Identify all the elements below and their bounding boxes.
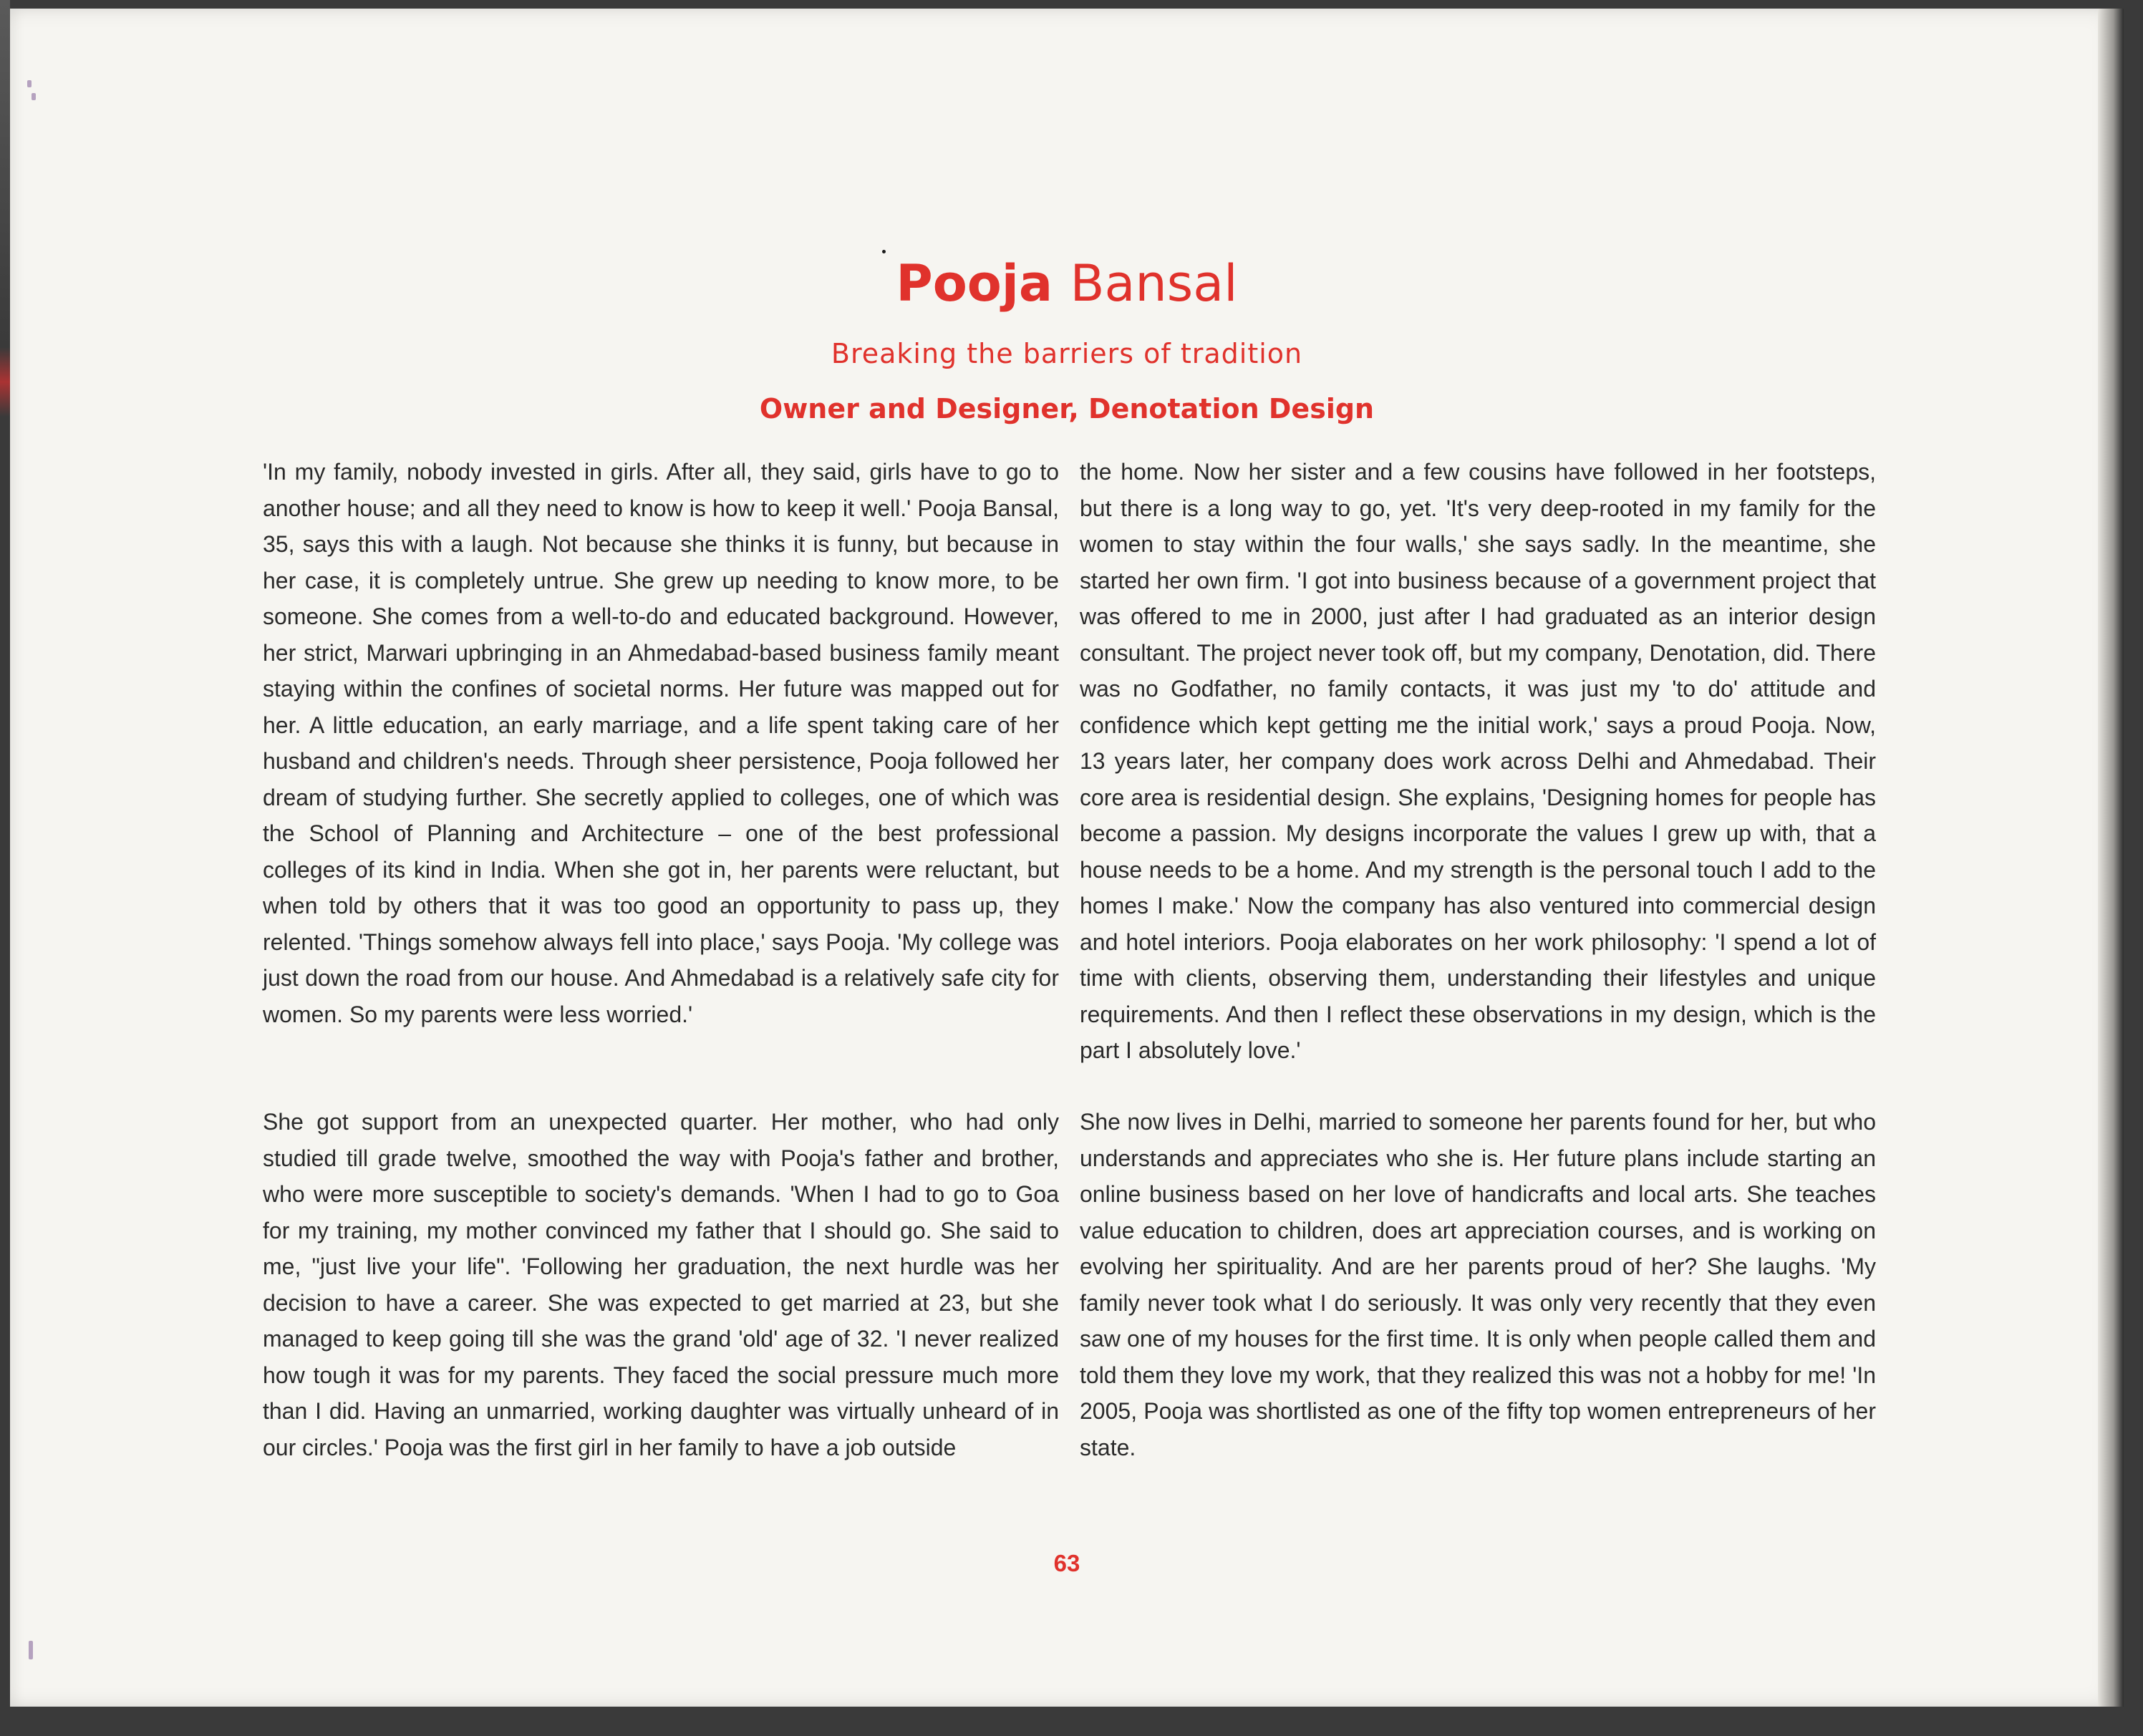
page-spine-shadow bbox=[2098, 9, 2124, 1707]
article-title bbox=[10, 253, 2124, 314]
body-paragraph: She now lives in Delhi, married to someone her parents found for her, but who understands and appreciates who she is. Her future plans include starting an online business based on her love of handicrafts and local arts. She teaches value education to children, does art appreciation courses, and is working on evolving her spirituality. And are her parents proud of her? She laughs. 'My family never took what I do seriously. It was only very recently that they even saw one of my houses for the first time. It is only when people called them and told them they love my work, that they realized this was not a hobby for me! 'In 2005, Pooja was shortlisted as one of the fifty top women entrepreneurs of her state. bbox=[1080, 1109, 1876, 1460]
body-paragraph: She got support from an unexpected quarter. Her mother, who had only studied till grade twelve, smoothed the way with Pooja's father and brother, who were more susceptible to society's demands. 'When I had to go to Goa for my training, my mother convinced my father that I should go. She said to me, "just live your life". 'Following her graduation, the next hurdle was her decision to have a career. She was expected to get married at 23, but she managed to keep going till she was the grand 'old' age of 32. 'I never realized how tough it was for my parents. They faced the social pressure much more than I did. Having an unmarried, working daughter was virtually unheard of in our circles.' Pooja was the first girl in her family to have a job outside bbox=[263, 1109, 1059, 1460]
body-paragraph: 'In my family, nobody invested in girls. After all, they said, girls have to go to another house; and all they need to know is how to keep it well.' Pooja Bansal, 35, says this with a laugh. Not because she thinks it is funny, but because in her case, it is completely untrue. She grew up needing to know more, to be someone. She comes from a well-to-do and educated background. However, her strict, Marwari upbringing in an Ahmedabad-based business family meant staying within the confines of societal norms. Her future was mapped out for her. A little education, an early marriage, and a life spent taking care of her husband and children's needs. Through sheer persistence, Pooja followed her dream of studying further. She secretly applied to colleges, one of which was the School of Planning and Architecture – one of the best professional colleges of its kind in India. When she got in, her parents were reluctant, but when told by others that it was too good an opportunity to pass up, they relented. 'Things somehow always fell into place,' says Pooja. 'My college was just down the road from our house. And Ahmedabad is a relatively safe city for women. So my parents were less worried.' bbox=[263, 459, 1059, 1027]
scan-mark bbox=[32, 93, 36, 100]
binding-edge bbox=[0, 0, 10, 1736]
title-last-name: Bansal bbox=[1070, 254, 1238, 313]
scan-mark bbox=[27, 80, 32, 87]
body-paragraph: the home. Now her sister and a few cousins have followed in her footsteps, but there is a long way to go, yet. 'It's very deep-rooted in my family for the women to stay within the four walls,' she says sadly. In the meantime, she started her own firm. 'I got into business because of a government project that was offered to me in 2000, just after I had graduated as an interior design consultant. The project never took off, but my company, Denotation, did. There was no Godfather, no family contacts, it was just my 'to do' attitude and confidence which kept getting me the initial work,' says a proud Pooja. Now, 13 years later, her company does work across Delhi and Ahmedabad. Their core area is residential design. She explains, 'Designing homes for people has become a passion. My designs incorporate the values I grew up with, that a house needs to be a home. And my strength is the personal touch I add to the homes I make.' Now the company has also ventured into commercial design and hotel interiors. Pooja elaborates on her work philosophy: 'I spend a lot of time with clients, observing them, understanding their lifestyles and unique requirements. And then I reflect these observations in my design, which is the part I absolutely love.' bbox=[1080, 459, 1876, 1063]
page-number: 63 bbox=[1053, 1550, 1080, 1576]
article-subtitle: Breaking the barriers of tradition bbox=[831, 338, 1303, 369]
book-page bbox=[10, 9, 2124, 1707]
article-role: Owner and Designer, Denotation Design bbox=[759, 393, 1375, 425]
scan-mark bbox=[29, 1641, 33, 1659]
title-first-name: Pooja bbox=[896, 254, 1053, 313]
